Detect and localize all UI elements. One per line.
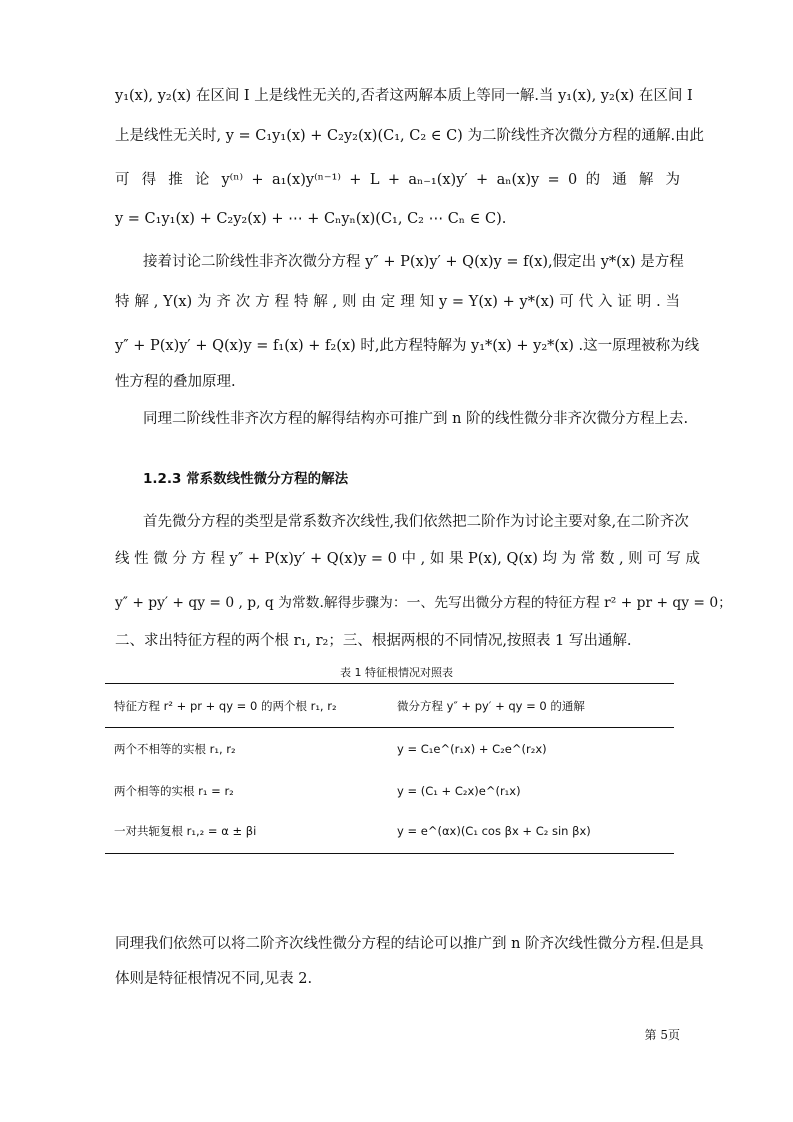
table-row-2-col2: y = (C₁ + C₂x)e^(r₁x) [397, 784, 521, 798]
table-top-rule [105, 683, 674, 684]
table-row-1-col2: y = C₁e^(r₁x) + C₂e^(r₂x) [397, 742, 547, 756]
para-line-2: 上是线性无关时, y = C₁y₁(x) + C₂y₂(x)(C₁, C₂ ∈ C) 为二阶线性齐次微分方程的通解.由此 [115, 128, 705, 144]
para-line-4: y = C₁y₁(x) + C₂y₂(x) + ⋯ + Cₙyₙ(x)(C₁, C₂ ⋯ Cₙ ∈ C). [115, 211, 507, 227]
para-line-7: y″ + P(x)y′ + Q(x)y = f₁(x) + f₂(x) 时,此方程特解为 y₁*(x) + y₂*(x) .这一原理被称为线 [115, 338, 700, 354]
para-line-9: 同理二阶线性非齐次方程的解得结构亦可推广到 n 阶的线性微分非齐次微分方程上去. [143, 411, 689, 427]
para-line-5: 接着讨论二阶线性非齐次微分方程 y″ + P(x)y′ + Q(x)y = f(x),假定出 y*(x) 是方程 [143, 254, 684, 270]
table-row-3-col1: 一对共轭复根 r₁,₂ = α ± βi [114, 824, 257, 838]
characteristic-roots-table [105, 683, 674, 854]
page-number: 第 5页 [644, 1028, 680, 1042]
table-row-1-col1: 两个不相等的实根 r₁, r₂ [114, 742, 236, 756]
table-header-col1: 特征方程 r² + pr + qy = 0 的两个根 r₁, r₂ [114, 699, 337, 713]
table-row-2-col1: 两个相等的实根 r₁ = r₂ [114, 784, 234, 798]
para-line-13: 二、求出特征方程的两个根 r₁, r₂；三、根据两根的不同情况,按照表 1 写出通解. [115, 633, 632, 649]
para-line-12: y″ + py′ + qy = 0 , p, q 为常数.解得步骤为：一、先写出微分方程的特征方程 r² + pr + qy = 0； [115, 595, 732, 611]
table-row-3-col2: y = e^(αx)(C₁ cos βx + C₂ sin βx) [397, 824, 591, 838]
para-line-3: 可 得 推 论 y⁽ⁿ⁾ + a₁(x)y⁽ⁿ⁻¹⁾ + L + aₙ₋₁(x)y′ + aₙ(x)y = 0 的 通 解 为 [115, 172, 680, 188]
para-line-8: 性方程的叠加原理. [115, 374, 236, 390]
para-line-10: 首先微分方程的类型是常系数齐次线性,我们依然把二阶作为讨论主要对象,在二阶齐次 [143, 514, 689, 530]
section-heading: 1.2.3 常系数线性微分方程的解法 [143, 471, 349, 487]
para-line-6: 特 解 , Y(x) 为 齐 次 方 程 特 解 , 则 由 定 理 知 y = Y(x) + y*(x) 可 代 入 证 明 . 当 [115, 294, 680, 310]
para-line-1: y₁(x), y₂(x) 在区间 I 上是线性无关的,否者这两解本质上等同一解.当 y₁(x), y₂(x) 在区间 I [115, 88, 693, 104]
para-line-11: 线 性 微 分 方 程 y″ + P(x)y′ + Q(x)y = 0 中 , 如 果 P(x), Q(x) 均 为 常 数 , 则 可 写 成 [115, 551, 700, 567]
para-line-15: 体则是特征根情况不同,见表 2. [115, 971, 313, 987]
table-header-rule [105, 727, 674, 728]
table-caption: 表 1 特征根情况对照表 [340, 666, 453, 679]
para-line-14: 同理我们依然可以将二阶齐次线性微分方程的结论可以推广到 n 阶齐次线性微分方程.但是具 [115, 936, 704, 952]
table-bottom-rule [105, 853, 674, 854]
table-header-col2: 微分方程 y″ + py′ + qy = 0 的通解 [397, 699, 585, 713]
